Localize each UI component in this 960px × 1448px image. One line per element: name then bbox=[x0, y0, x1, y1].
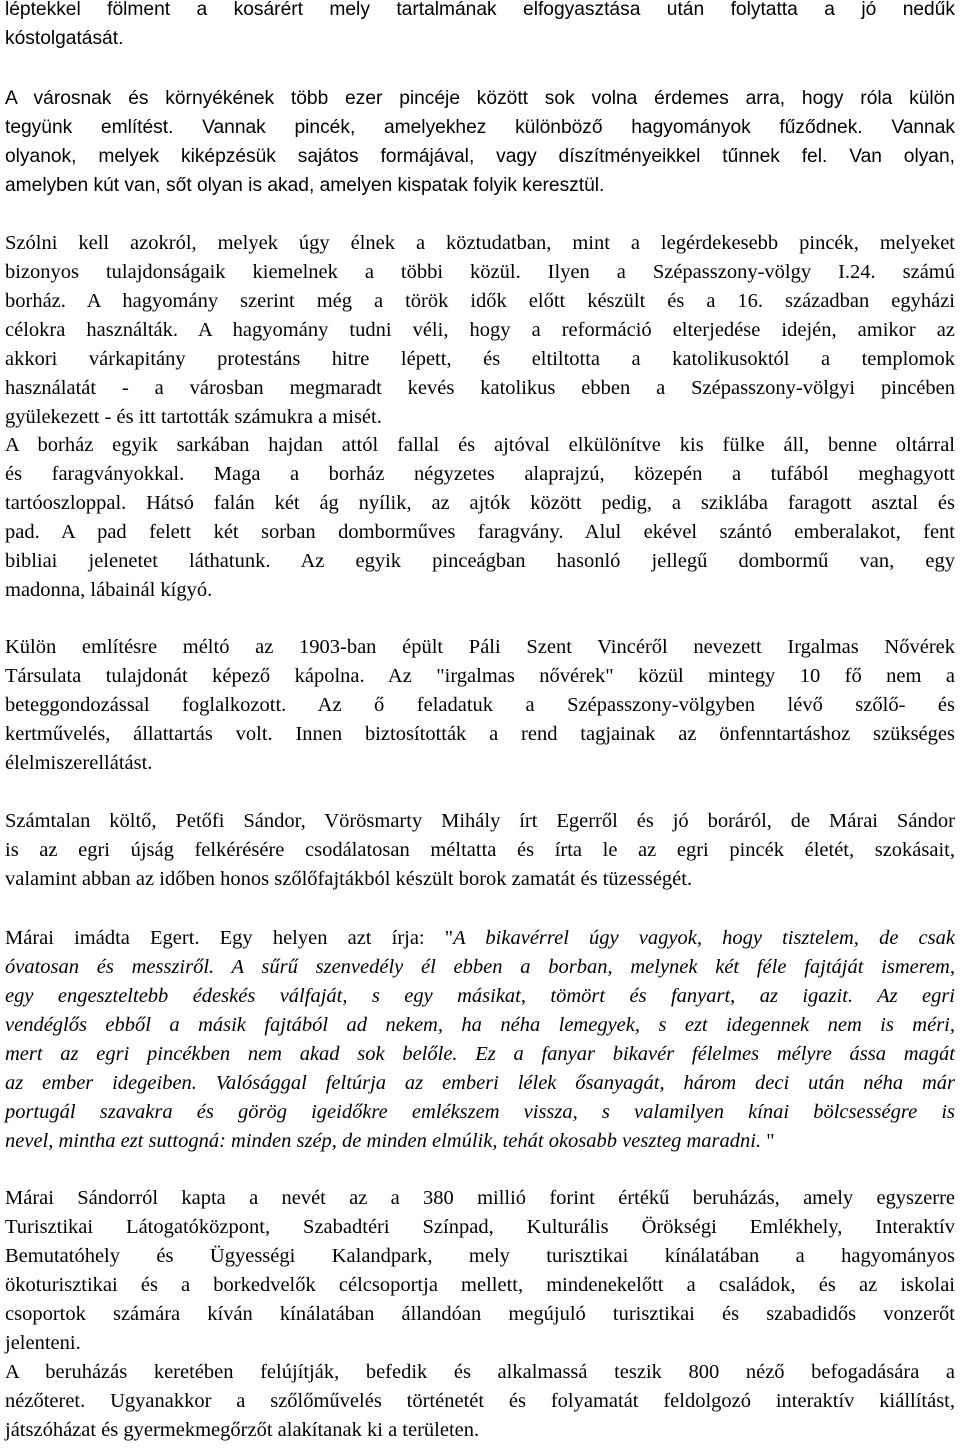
text-line: ökoturisztikai és a borkedvelők célcsoportja mellett, mindenekelőtt a családok, és az iskolai bbox=[5, 1274, 955, 1296]
text-line: A városnak és környékének több ezer pincéje között sok volna érdemes arra, hogy róla külön bbox=[5, 88, 955, 109]
text-line: Külön említésre méltó az 1903-ban épült Páli Szent Vincéről nevezett Irgalmas Nővérek bbox=[5, 636, 955, 658]
quote-text: mert az egri pincékben nem akad sok belőle. Ez a fanyar bikavér félelmes mélyre ássa magát bbox=[5, 1043, 955, 1065]
text-line: játszóházat és gyermekmegőrzőt alakítanak ki a területen. bbox=[5, 1419, 480, 1441]
paragraph-renovation bbox=[5, 1358, 955, 1445]
plain-text: Márai imádta Egert. Egy helyen azt írja: " bbox=[5, 927, 454, 949]
paragraph-chapel bbox=[5, 633, 955, 778]
text-line: csoportok számára kíván kínálatában állandóan megújuló turisztikai és szabadidős vonzerőt bbox=[5, 1303, 955, 1325]
text-line: bibliai jelenetet láthatunk. Az egyik pinceágban hasonló jellegű dombormű van, egy bbox=[5, 550, 955, 572]
text-line: beteggondozással foglalkozott. Az ő feladatuk a Szépasszony-völgyben lévő szőlő- és bbox=[5, 694, 955, 716]
paragraph-marai-quote bbox=[5, 924, 955, 1156]
text-line: célokra használták. A hagyomány tudni véli, hogy a reformáció elterjedése idején, amikor az bbox=[5, 319, 955, 341]
text-line: jelenteni. bbox=[5, 1332, 81, 1354]
text-line: gyülekezett - és itt tartották számukra a misét. bbox=[5, 406, 382, 428]
text-line: kóstolgatását. bbox=[5, 28, 124, 49]
text-line: akkori várkapitány protestáns hitre lépett, és eltiltotta a katolikusoktól a templomok bbox=[5, 348, 955, 370]
text-line: nézőteret. Ugyanakkor a szőlőművelés történetét és folyamatát feldolgozó interaktív kiállítást, bbox=[5, 1390, 955, 1412]
quote-text: portugál szavakra és görög igeidőkre emlékszem vissza, s valamilyen kínai bölcsességre is bbox=[5, 1101, 955, 1123]
paragraph-cellar-visit bbox=[5, 0, 955, 53]
quote-text: vendéglős ebből a másik fajtából ad nekem, ha néha lemegyek, s ezt idegennek nem is méri, bbox=[5, 1014, 955, 1036]
text-line: madonna, lábainál kígyó. bbox=[5, 579, 213, 601]
text-line bbox=[5, 1011, 955, 1040]
quote-text: egy engeszteltebb édeskés válfaját, s egy másikat, tömört és fanyart, az igazit. Az egri bbox=[5, 985, 955, 1007]
text-line bbox=[5, 982, 955, 1011]
quote-text: A bikavérrel úgy vagyok, hogy tisztelem, de csak bbox=[453, 927, 955, 949]
text-line bbox=[5, 924, 955, 953]
paragraph-poets bbox=[5, 807, 955, 894]
text-line bbox=[5, 1069, 955, 1098]
paragraph-wine-house-history bbox=[5, 229, 955, 432]
text-line bbox=[5, 1040, 955, 1069]
plain-text: " bbox=[761, 1130, 775, 1152]
text-line: valamint abban az időben honos szőlőfajtákból készült borok zamatát és tüzességét. bbox=[5, 868, 693, 890]
text-line: Turisztikai Látogatóközpont, Szabadtéri Színpad, Kulturális Örökségi Emlékhely, Interaktív bbox=[5, 1216, 955, 1238]
text-line: tegyünk említést. Vannak pincék, amelyekhez különböző hagyományok fűződnek. Vannak bbox=[5, 117, 955, 138]
text-line: bizonyos tulajdonságaik kiemelnek a többi közül. Ilyen a Szépasszony-völgy I.24. számú bbox=[5, 261, 955, 283]
text-line: Bemutatóhely és Ügyességi Kalandpark, mely turisztikai kínálatában a hagyományos bbox=[5, 1245, 955, 1267]
text-line: is az egri újság felkérésére csodálatosan méltatta és írta le az egri pincék életét, szokásait, bbox=[5, 839, 955, 861]
text-line bbox=[5, 1098, 955, 1127]
text-line bbox=[5, 953, 955, 982]
text-line: olyanok, melyek kiképzésük sajátos formájával, vagy díszítményeikkel tűnnek fel. Van olyan, bbox=[5, 146, 955, 167]
text-line: Szólni kell azokról, melyek úgy élnek a köztudatban, mint a legérdekesebb pincék, melyeket bbox=[5, 232, 955, 254]
text-line: és faragványokkal. Maga a borház négyzetes alaprajzú, közepén a tufából meghagyott bbox=[5, 463, 955, 485]
text-line: léptekkel fölment a kosárért mely tartalmának elfogyasztása után folytatta a jó nedűk bbox=[5, 0, 955, 20]
paragraph-investment bbox=[5, 1184, 955, 1358]
text-line: Számtalan költő, Petőfi Sándor, Vörösmarty Mihály írt Egerről és jó boráról, de Márai Sándor bbox=[5, 810, 955, 832]
quote-text: nevel, mintha ezt suttogná: minden szép, de minden elmúlik, tehát okosabb veszteg maradni. bbox=[5, 1130, 762, 1152]
text-line: tartóoszloppal. Hátsó falán két ág nyílik, az ajtók között pedig, a sziklába faragott asztal és bbox=[5, 492, 955, 514]
text-line: Társulata tulajdonát képező kápolna. Az "irgalmas nővérek" közül mintegy 10 fő nem a bbox=[5, 665, 955, 687]
text-line: amelyben kút van, sőt olyan is akad, amelyen kispatak folyik keresztül. bbox=[5, 175, 605, 196]
quote-text: az ember idegeiben. Valósággal feltúrja az emberi lélek ősanyagát, három deci után néha már bbox=[5, 1072, 955, 1094]
text-line: borház. A hagyomány szerint még a török idők előtt készült és a 16. században egyházi bbox=[5, 290, 955, 312]
text-line: Márai Sándorról kapta a nevét az a 380 millió forint értékű beruházás, amely egyszerre bbox=[5, 1187, 955, 1209]
text-line bbox=[5, 1127, 955, 1156]
text-line: kertművelés, állattartás volt. Innen biztosították a rend tagjainak az önfenntartáshoz szükséges bbox=[5, 723, 955, 745]
text-line: élelmiszerellátást. bbox=[5, 752, 153, 774]
paragraph-wine-house-interior bbox=[5, 431, 955, 605]
text-line: A beruházás keretében felújítják, befedik és alkalmassá teszik 800 néző befogadására a bbox=[5, 1361, 955, 1383]
text-line: pad. A pad felett két sorban domborműves faragvány. Alul ekével szántó emberalakot, fent bbox=[5, 521, 955, 543]
text-line: A borház egyik sarkában hajdan attól fallal és ajtóval elkülönítve kis fülke áll, benne oltárral bbox=[5, 434, 955, 456]
quote-text: óvatosan és messziről. A sűrű szenvedély él ebben a borban, melynek két féle fajtáját ismerem, bbox=[5, 956, 955, 978]
paragraph-cellars-intro bbox=[5, 84, 955, 200]
text-line: használatát - a városban megmaradt kevés katolikus ebben a Szépasszony-völgyi pincében bbox=[5, 377, 955, 399]
